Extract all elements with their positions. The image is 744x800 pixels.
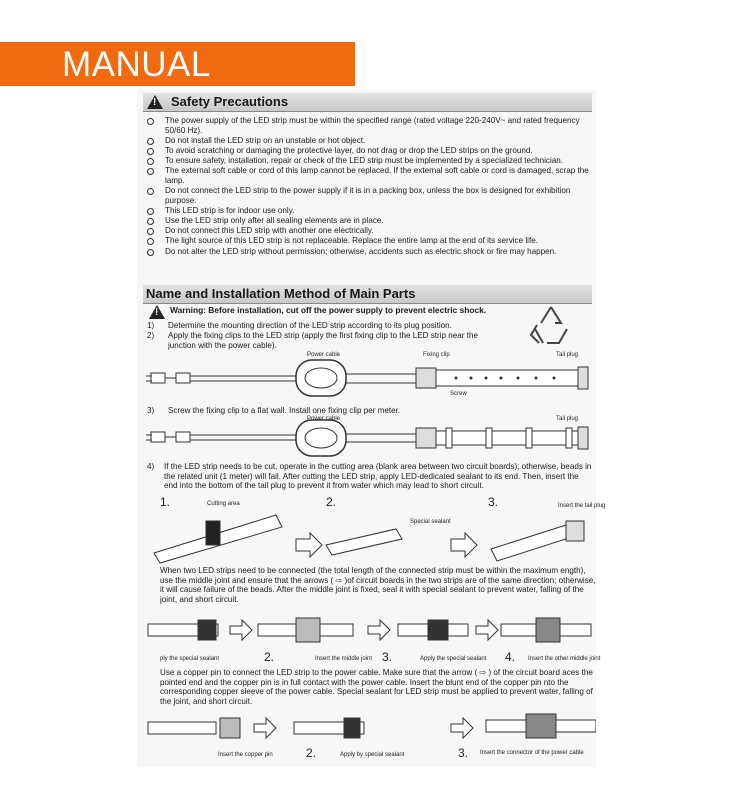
step-c2-number: 2.: [306, 746, 317, 760]
banner-label: MANUAL: [62, 45, 211, 84]
label-tail-plug: Tail plug: [556, 352, 579, 358]
safety-item: Do not connect this LED strip with another one electrically.: [145, 226, 595, 236]
label-cutting-area: Cutting area: [207, 501, 240, 507]
label-apply-sealant-c: Apply by special sealant: [340, 752, 405, 758]
label-apply-sealant-b: Apply the special sealant: [420, 656, 487, 662]
step-2-number: 2): [147, 331, 155, 340]
label-special-sealant: Special sealant: [410, 519, 451, 525]
step-3-number: 3): [147, 406, 155, 415]
step-c3-number: 3.: [458, 746, 469, 760]
label-insert-tail-plug: Insert the tail plug: [558, 503, 606, 509]
step-b4-number: 4.: [505, 650, 516, 664]
safety-title: Safety Precautions: [171, 94, 289, 109]
safety-item: To avoid scratching or damaging the protective layer, do not drag or drop the LED strips on the ground.: [145, 146, 595, 156]
safety-item: The power supply of the LED strip must be within the specified range (rated voltage 220-240V~ and rated frequency 50/60 Hz).: [145, 116, 595, 135]
recycle-icon: [527, 303, 575, 347]
label-screw: Screw: [450, 391, 467, 397]
safety-item: This LED strip is for indoor use only.: [145, 206, 595, 216]
label-insert-middle-joint: Insert the middle joint: [315, 656, 373, 662]
step-1-number: 1): [147, 321, 155, 330]
step-4-number: 4): [147, 462, 155, 471]
warning-icon: [149, 305, 165, 319]
step-4-text: If the LED strip needs to be cut, operate in the cutting area (blank area between two circuit boards); otherwise, beads in the related unit (1 meter) will fail. After cutting the LED strip, apply LED-dedicated sealant to its end. Then, insert the end into the bottom of the tail plug to prevent it from water which may lead to short circuit.: [164, 462, 592, 491]
safety-item: The light source of this LED strip is not replaceable. Replace the entire lamp at the end of its service life.: [145, 236, 595, 246]
step-b3-number: 3.: [382, 650, 393, 664]
diagram-wall-mount: [146, 418, 596, 462]
label-tail-plug: Tail plug: [556, 416, 579, 422]
safety-item: Do not connect the LED strip to the power supply if it is in a packing box, unless the box is designed for exhibition purpose.: [145, 186, 595, 205]
label-apply-sealant-a: ply the special sealant: [160, 656, 220, 662]
safety-item: To ensure safety, installation, repair or check of the LED strip must be implemented by a specialized technician.: [145, 156, 595, 166]
safety-item: The external soft cable or cord of this lamp cannot be replaced. If the external soft cable or cord is damaged, scrap the lamp.: [145, 166, 595, 185]
illustration-middle-joint-row: [146, 612, 596, 654]
manual-banner: [0, 42, 355, 86]
label-power-cable: Power cable: [307, 416, 341, 422]
copper-pin-paragraph: Use a copper pin to connect the LED strip to the power cable. Make sure that the arrow ( ⇨ ) of the circuit board aces the pointed end and the copper pin is in full contact with the power cable. Insert the blunt end of the copper pin nto the corresponding copper sleeve of the power cable. Special sealant for LED strip must be applied to prevent water, falling of the joint, and short circuit.: [160, 668, 593, 706]
step-3-text: Screw the fixing clip to a flat wall. Install one fixing clip per meter.: [168, 406, 401, 415]
step-a2-number: 2.: [326, 495, 337, 509]
install-header: [143, 285, 592, 304]
step-a1-number: 1.: [160, 495, 171, 509]
safety-item: Use the LED strip only after all sealing elements are in place.: [145, 216, 595, 226]
safety-item: Do not install the LED strip on an unstable or hot object.: [145, 136, 595, 146]
illustration-copper-pin-row: [146, 710, 596, 750]
safety-list: [145, 116, 595, 257]
warning-icon: [147, 95, 163, 109]
label-insert-copper-pin: Insert the copper pin: [218, 752, 273, 758]
diagram-fixing-clips: [146, 352, 596, 402]
illustration-cutting-row: [146, 505, 596, 565]
step-2-text: Apply the fixing clips to the LED strip (apply the first fixing clip to the LED strip near the junction with the power cable).: [168, 331, 478, 350]
label-insert-other-joint: Insert the other middle joint: [528, 656, 601, 662]
middle-joint-paragraph: When two LED strips need to be connected (the total length of the connected strip must be within the maximum ength), use the middle joint and ensure that the arrows ( ⇨ )of circuit boards in the two strips are of the same direction; otherwise, it will cause failure of the beads. After the middle joint is fixed, seal it with special sealant to prevent water, falling of the joint, and short circuit.: [160, 566, 596, 604]
label-fixing-clip: Fixing clip: [423, 352, 450, 358]
label-power-cable: Power cable: [307, 352, 341, 358]
step-a3-number: 3.: [488, 495, 499, 509]
safety-item: Do not alter the LED strip without permission; otherwise, accidents such as electric shock or fire may happen.: [145, 247, 595, 257]
install-title: Name and Installation Method of Main Parts: [146, 286, 416, 301]
label-insert-connector: Insert the connector of the power cable: [480, 750, 584, 756]
safety-header: [143, 93, 592, 112]
warning-text: Warning: Before installation, cut off the power supply to prevent electric shock.: [170, 305, 487, 315]
step-1-text: Determine the mounting direction of the LED strip according to its plug position.: [168, 321, 452, 330]
step-b2-number: 2.: [264, 650, 275, 664]
